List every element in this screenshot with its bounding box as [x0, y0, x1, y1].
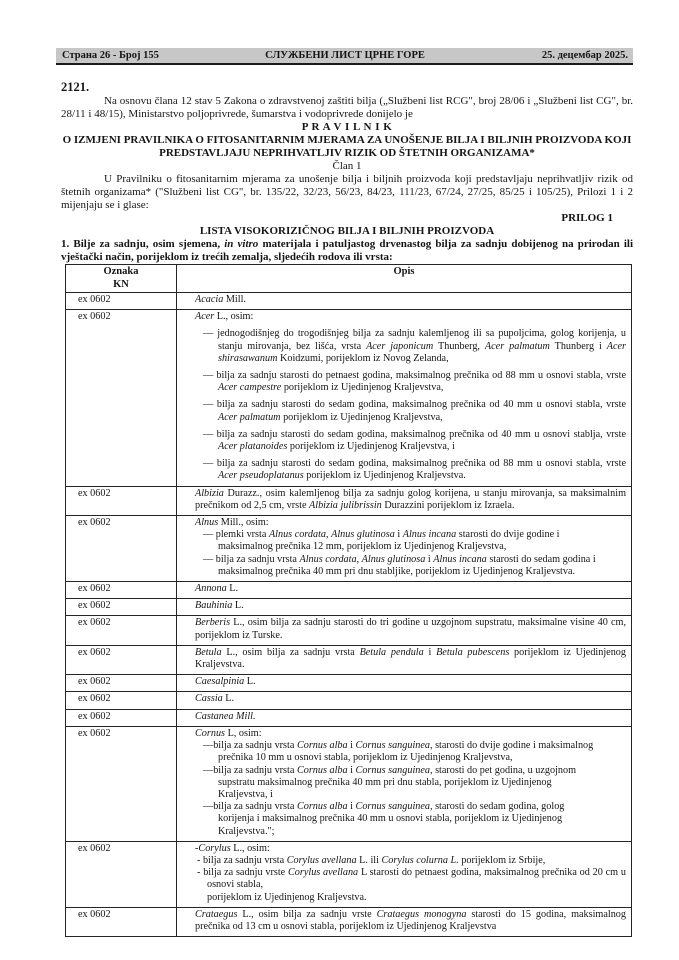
rulebook-title: P R A V I L N I K: [301, 121, 393, 133]
exception-item: —bilja za sadnju vrsta Cornus alba i Cornus sanguinea, starosti do dvije godine i maksimalnog prečnika 10 mm u osnovi stabla, porijeklom iz Ujedinjenog Kraljevstva,: [203, 740, 594, 764]
col-header-oznaka-kn: Oznaka KN: [66, 265, 177, 293]
exception-item: — plemki vrsta Alnus cordata, Alnus glutinosa i Alnus incana starosti do dvije godine i maksimalnog prečnika 12 mm, porijeklom iz Ujedinjenog Kraljevstva,: [203, 529, 560, 553]
col-header-opis: Opis: [177, 265, 632, 293]
taxon-entry: Annona L.: [195, 583, 239, 595]
article-text: U Pravilniku o fitosanitarnim mjerama za unošenje bilja i biljnih proizvoda koji predstavljaju neprihvatljiv rizik od štetnih organizama* ("Službeni list CG", br. 135/22, 32/23, 56/23, 84/23, 111/23, 67/24, 27/25, 85/25 i 105/25), Prilozi 1 i 2 mijenjaju se i glase:: [61, 173, 633, 211]
description-cell: [177, 726, 632, 841]
description-cell: [177, 310, 632, 486]
list-title: LISTA VISOKORIZIČNOG BILJA I BILJNIH PROIZVODA: [199, 225, 495, 237]
kn-code-cell: ex 0602: [66, 310, 177, 486]
taxon-entry: Bauhinia L.: [195, 600, 244, 612]
taxon-entry: Betula L., osim bilja za sadnju vrsta Betula pendula i Betula pubescens porijeklom iz Ujedinjenog Kraljevstva.: [195, 646, 626, 671]
description-cell: [177, 599, 632, 616]
description-cell: [177, 616, 632, 645]
decision-number: 2121.: [61, 80, 90, 94]
exception-item: — bilja za sadnju starosti do petnaest godina, maksimalnog prečnika od 88 mm u osnovi stabla, vrste Acer campestre porijeklom iz Ujedinjenog Kraljevstva,: [203, 370, 626, 394]
gazette-title: СЛУЖБЕНИ ЛИСТ ЦРНЕ ГОРЕ: [265, 50, 425, 61]
table-header-row: [66, 265, 632, 293]
table-row: [66, 582, 632, 599]
exception-item: - bilja za sadnju vrste Corylus avellana L starosti do petnaest godina, maksimalnog prečnika od 20 cm u osnovi stabla, porijeklom iz Ujedinjenog Kraljevstva.: [197, 867, 626, 903]
table-row: [66, 516, 632, 582]
taxon-entry: Castanea Mill.: [195, 710, 256, 722]
exception-item: — jednogodišnjeg do trogodišnjeg bilja za sadnju kalemljenog ili sa pupoljcima, golog korijenja, u stanju mirovanja, bez lišća, vrsta Acer japonicum Thunberg, Acer palmatum Thunberg i Acer shirasawanum Koidzumi, porijeklom iz Novog Zelanda,: [203, 328, 626, 364]
table-body: [66, 293, 632, 937]
intro-paragraph: Na osnovu člana 12 stav 5 Zakona o zdravstvenoj zaštiti bilja („Službeni list RCG", broj 28/06 i „Službeni list CG", br. 28/11 i 48/15), Ministarstvo poljoprivrede, šumarstva i vodoprivrede donijelo je: [61, 95, 633, 120]
table-row: [66, 726, 632, 841]
kn-code-cell: ex 0602: [66, 293, 177, 310]
taxon-entry: Crataegus L., osim bilja za sadnju vrste Crataegus monogyna starosti do 15 godina, maksimalnog prečnika od 13 cm u osnovi stabla, porijeklom iz Ujedinjenog Kraljevstva: [195, 908, 626, 932]
page-number-label: Страна 26 - Број 155: [62, 50, 159, 61]
description-cell: [177, 675, 632, 692]
taxon-entry: -Corylus L., osim:: [195, 842, 270, 854]
table-row: [66, 692, 632, 709]
kn-code-cell: ex 0602: [66, 516, 177, 582]
exception-item: —bilja za sadnju vrsta Cornus alba i Cornus sanguinea, starosti do pet godina, u uzgojnom supstratu maksimalnog prečnika 40 mm pri dnu stabla, porijeklom iz Ujedinjenog Kraljevstva, i: [203, 764, 576, 800]
kn-code-cell: ex 0602: [66, 692, 177, 709]
description-cell: [177, 692, 632, 709]
issue-date: 25. децембар 2025.: [541, 50, 629, 61]
kn-code-cell: ex 0602: [66, 726, 177, 841]
table-row: [66, 709, 632, 726]
description-cell: [177, 907, 632, 936]
description-cell: [177, 582, 632, 599]
description-cell: [177, 516, 632, 582]
description-cell: [177, 841, 632, 907]
kn-code-cell: ex 0602: [66, 675, 177, 692]
article-heading: Član 1: [332, 160, 362, 172]
exception-item: - bilja za sadnju vrsta Corylus avellana L. ili Corylus colurna L. porijeklom iz Srbije,: [197, 854, 546, 866]
taxon-entry: Alnus Mill., osim:: [195, 517, 269, 529]
exception-item: — bilja za sadnju starosti do sedam godina, maksimalnog prečnika od 40 mm u osnovi stablja, vrste Acer platanoides porijeklom iz Ujedinjenog Kraljevstva, i: [203, 428, 626, 453]
kn-code-cell: ex 0602: [66, 709, 177, 726]
kn-code-cell: ex 0602: [66, 645, 177, 674]
table-row: [66, 675, 632, 692]
taxon-entry: Caesalpinia L.: [195, 676, 256, 688]
taxon-entry: Acacia Mill.: [195, 294, 246, 305]
document-body: [61, 80, 633, 937]
description-cell: [177, 293, 632, 310]
description-cell: [177, 709, 632, 726]
table-row: [66, 599, 632, 616]
rulebook-subtitle: O IZMJENI PRAVILNIKA O FITOSANITARNIM MJERAMA ZA UNOŠENJE BILJA I BILJNIH PROIZVODA KOJI PREDSTAVLJAJU NEPRIHVATLJIV RIZIK OD ŠTETNIH ORGANIZAMA*: [62, 134, 632, 159]
kn-code-cell: ex 0602: [66, 907, 177, 936]
table-row: [66, 841, 632, 907]
table-row: [66, 907, 632, 936]
annex-label: PRILOG 1: [561, 212, 613, 224]
kn-code-cell: ex 0602: [66, 841, 177, 907]
taxon-entry: Berberis L., osim bilja za sadnju starosti do tri godine u uzgojnom supstratu, maksimalne visine 40 cm, porijeklom iz Turske.: [195, 617, 626, 641]
exception-item: — bilja za sadnju vrsta Alnus cordata, Alnus glutinosa i Alnus incana starosti do sedam godina i maksimalnog prečnika 40 mm pri dnu stabljike, porijeklom iz Ujedinjenog Kraljevstva.: [203, 553, 596, 577]
taxon-entry: Acer L., osim:: [195, 311, 254, 323]
table-row: [66, 616, 632, 645]
kn-code-cell: ex 0602: [66, 599, 177, 616]
hs-code-table: [65, 264, 632, 937]
description-cell: [177, 486, 632, 515]
exception-item: —bilja za sadnju vrsta Cornus alba i Cornus sanguinea, starosti do sedam godina, golog korijenja i maksimalnog prečnika 40 mm u osnovi stabla, porijeklom iz Ujedinjenog Kraljevstva.";: [203, 801, 565, 837]
table-row: [66, 310, 632, 486]
kn-code-cell: ex 0602: [66, 616, 177, 645]
table-row: [66, 645, 632, 674]
table-row: [66, 293, 632, 310]
description-cell: [177, 645, 632, 674]
taxon-entry: Cassia L.: [195, 693, 235, 705]
exception-item: — bilja za sadnju starosti do sedam godina, maksimalnog prečnika od 40 mm u osnovi stabla, vrste Acer palmatum porijeklom iz Ujedinjenog Kraljevstva,: [203, 399, 626, 423]
exception-item: — bilja za sadnju starosti do sedam godina, maksimalnog prečnika od 88 mm u osnovi stabla, vrste Acer pseudoplatanus porijeklom iz Ujedinjenog Kraljevstva.: [203, 458, 626, 482]
taxon-entry: Cornus L, osim:: [195, 727, 262, 739]
kn-code-cell: ex 0602: [66, 486, 177, 515]
list-item-1: 1. Bilje za sadnju, osim sjemena, in vitro materijala i patuljastog drvenastog bilja za sadnju dobijenog na prirodan ili vještački način, porijeklom iz trećih zemalja, sljedećih rodova ili vrsta:: [61, 238, 633, 263]
running-header: [56, 48, 633, 65]
taxon-entry: Albizia Durazz., osim kalemljenog bilja za sadnju golog korijena, u stanju mirovanja, sa maksimalnim prečnikom od 2,5 cm, vrste Albizia julibrissin Durazzini porijeklom iz Izraela.: [195, 487, 626, 511]
kn-code-cell: ex 0602: [66, 582, 177, 599]
table-row: [66, 486, 632, 515]
